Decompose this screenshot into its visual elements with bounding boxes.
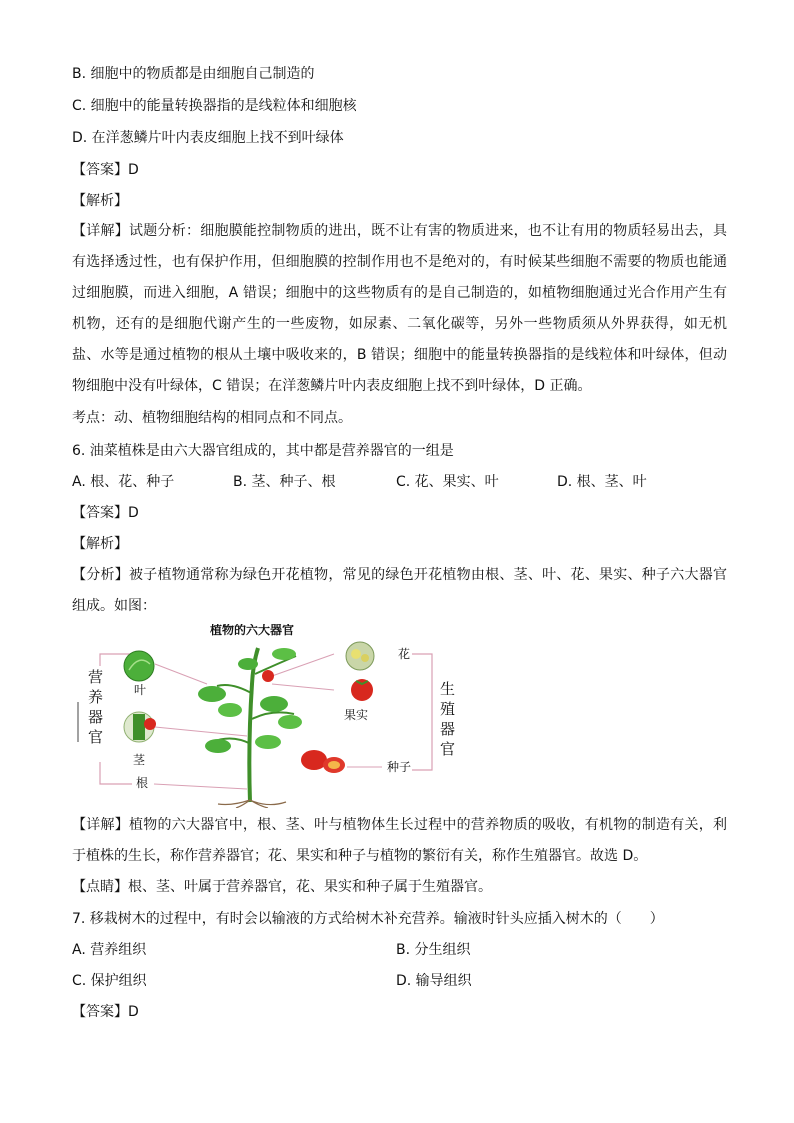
q5-analysis-label: 【解析】: [72, 193, 128, 209]
q6-fenxi: 【分析】被子植物通常称为绿色开花植物，常见的绿色开花植物由根、茎、叶、花、果实、种子六大器官组成。如图：: [72, 567, 727, 614]
q7-option-c: C. 保护组织: [72, 973, 147, 989]
reproductive-char-4: 官: [440, 740, 456, 758]
q5-option-d: D. 在洋葱鳞片叶内表皮细胞上找不到叶绿体: [72, 130, 344, 146]
fruit-tomato-icon: [351, 679, 373, 701]
q6-option-d: D. 根、茎、叶: [557, 474, 647, 490]
label-seed: 种子: [387, 760, 412, 774]
vegetative-char-2: 养: [88, 688, 104, 706]
q6-stem: 6. 油菜植株是由六大器官组成的，其中都是营养器官的一组是: [72, 443, 454, 459]
vegetative-char-1: 营: [88, 668, 104, 686]
reproductive-char-3: 器: [440, 720, 456, 738]
plant-organs-figure: [72, 624, 472, 808]
q5-detail: 【详解】试题分析：细胞膜能控制物质的进出，既不让有害的物质进来，也不让有用的物质轻易出去，具有选择透过性，也有保护作用，但细胞膜的控制作用也不是绝对的，有时候某些细胞不需要的物质也能通过细胞膜，而进入细胞，A 错误；细胞中的这些物质有的是自己制造的，如植物细胞通过光合作用产生有机物，还有的是细胞代谢产生的一些废物，如尿素、二氧化碳等，另外一些物质须从外界获得，如无机盐、水等是通过植物的根从土壤中吸收来的，B 错误；细胞中的能量转换器指的是线粒体和叶绿体，但动物细胞中没有叶绿体，C 错误；在洋葱鳞片叶内表皮细胞上找不到叶绿体，D 正确。: [72, 223, 727, 394]
plant-organs-diagram: [72, 624, 472, 808]
q6-option-a: A. 根、花、种子: [72, 474, 175, 490]
q5-answer: 【答案】D: [72, 162, 139, 178]
q6-detail: 【详解】植物的六大器官中，根、茎、叶与植物体生长过程中的营养物质的吸收，有机物的制造有关，利于植株的生长，称作营养器官；花、果实和种子与植物的繁衍有关，称作生殖器官。故选 D。: [72, 817, 727, 864]
q6-dianjing: 【点睛】根、茎、叶属于营养器官，花、果实和种子属于生殖器官。: [72, 879, 492, 895]
q6-answer: 【答案】D: [72, 505, 139, 521]
vegetative-char-4: 官: [88, 728, 104, 746]
label-leaf: 叶: [134, 683, 147, 697]
label-fruit: 果实: [344, 708, 369, 722]
q7-option-b: B. 分生组织: [396, 942, 471, 958]
reproductive-char-1: 生: [440, 680, 456, 698]
label-stem: 茎: [133, 753, 146, 767]
vegetative-char-3: 器: [88, 708, 104, 726]
reproductive-char-2: 殖: [440, 700, 456, 718]
leaf-closeup-icon: [124, 651, 154, 681]
q6-option-c: C. 花、果实、叶: [396, 474, 499, 490]
q6-analysis-label: 【解析】: [72, 536, 128, 552]
q7-stem: 7. 移栽树木的过程中，有时会以输液的方式给树木补充营养。输液时针头应插入树木的（ ）: [72, 911, 664, 927]
label-root: 根: [136, 776, 149, 790]
q7-answer: 【答案】D: [72, 1004, 139, 1020]
q6-option-b: B. 茎、种子、根: [233, 474, 336, 490]
label-flower: 花: [398, 647, 411, 661]
q5-option-c: C. 细胞中的能量转换器指的是线粒体和细胞核: [72, 98, 357, 114]
q5-option-b: B. 细胞中的物质都是由细胞自己制造的: [72, 66, 315, 82]
q7-option-d: D. 输导组织: [396, 973, 472, 989]
q5-kaodian: 考点：动、植物细胞结构的相同点和不同点。: [72, 410, 352, 426]
q7-option-a: A. 营养组织: [72, 942, 147, 958]
seed-tomato-icon: [301, 750, 327, 770]
figure-title: 植物的六大器官: [210, 624, 295, 637]
